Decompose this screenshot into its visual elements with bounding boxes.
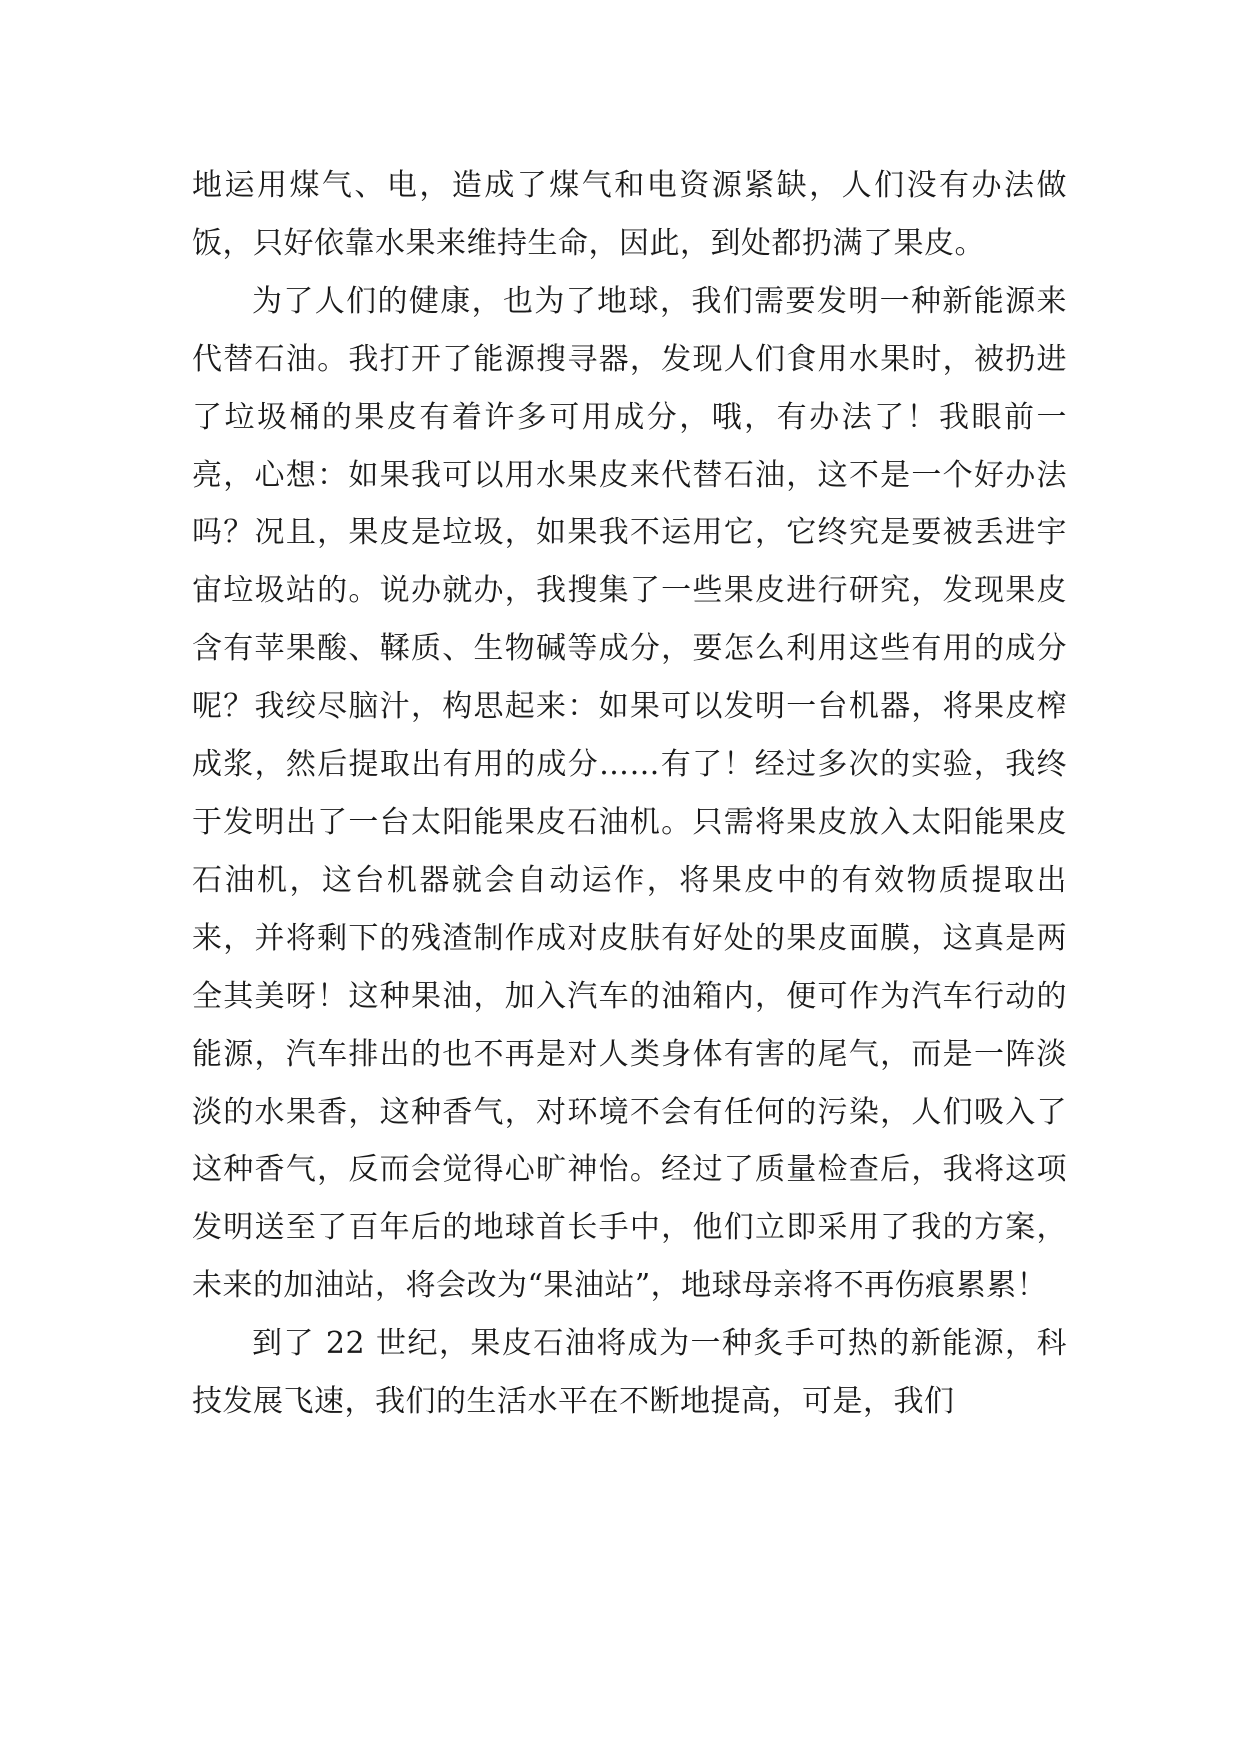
paragraph-invention: 为了人们的健康，也为了地球，我们需要发明一种新能源来代替石油。我打开了能源搜寻器，发现人们食用水果时，被扔进了垃圾桶的果皮有着许多可用成分，哦，有办法了！我眼前一亮，心想：如果我可以用水果皮来代替石油，这不是一个好办法吗？况且，果皮是垃圾，如果我不运用它，它终究是要被丢进宇宙垃圾站的。说办就办，我搜集了一些果皮进行研究，发现果皮含有苹果酸、鞣质、生物碱等成分，要怎么利用这些有用的成分呢？我绞尽脑汁，构思起来：如果可以发明一台机器，将果皮榨成浆，然后提取出有用的成分……有了！经过多次的实验，我终于发明出了一台太阳能果皮石油机。只需将果皮放入太阳能果皮石油机，这台机器就会自动运作，将果皮中的有效物质提取出来，并将剩下的残渣制作成对皮肤有好处的果皮面膜，这真是两全其美呀！这种果油，加入汽车的油箱内，便可作为汽车行动的能源，汽车排出的也不再是对人类身体有害的尾气，而是一阵淡淡的水果香，这种香气，对环境不会有任何的污染，人们吸入了这种香气，反而会觉得心旷神怡。经过了质量检查后，我将这项发明送至了百年后的地球首长手中，他们立即采用了我的方案，未来的加油站，将会改为“果油站”，地球母亲将不再伤痕累累！ bbox=[192, 283, 1067, 1304]
paragraph-continued: 地运用煤气、电，造成了煤气和电资源紧缺，人们没有办法做饭，只好依靠水果来维持生命，因此，到处都扔满了果皮。 bbox=[192, 168, 1067, 261]
paragraph-22nd-century: 到了 22 世纪，果皮石油将成为一种炙手可热的新能源，科技发展飞速，我们的生活水平在不断地提高，可是，我们 bbox=[192, 1326, 1067, 1420]
document-body bbox=[192, 157, 1067, 1431]
